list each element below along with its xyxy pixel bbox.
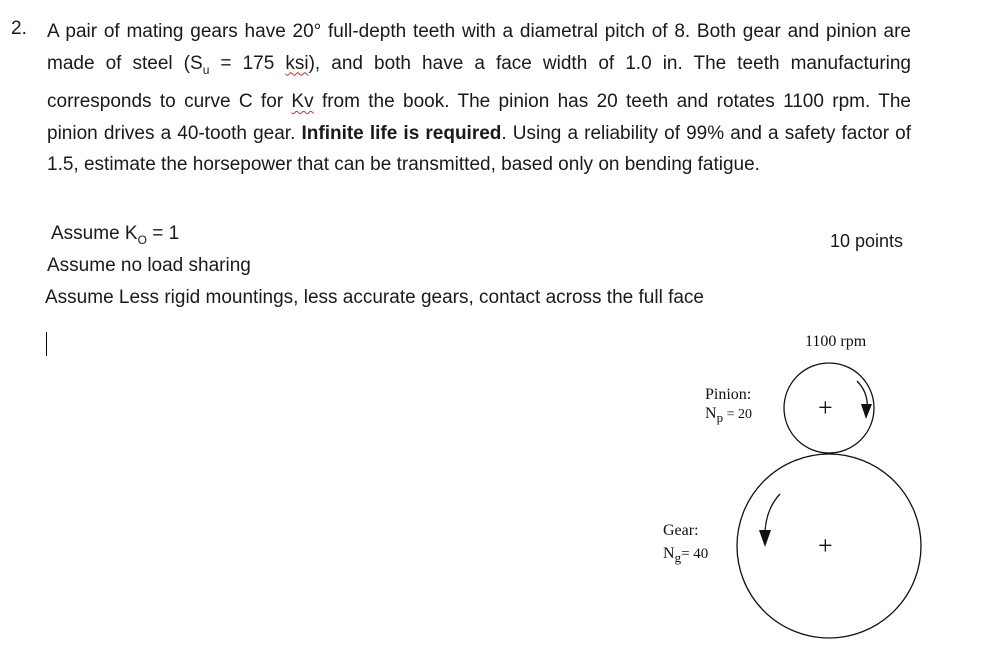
pinion-center-plus-icon: + — [818, 393, 833, 422]
infinite-life-bold: Infinite life is required — [301, 122, 502, 144]
statement-part-1: A pair of mating gears have 20° full-depth teeth with a diametral pitch of 8. Both gear and pinion are made of steel (S — [47, 21, 911, 74]
rpm-label: 1100 rpm — [805, 333, 867, 350]
statement-part-2: = 175 — [209, 52, 286, 74]
problem-number: 2. — [11, 18, 27, 39]
statement-part-4: from the book. The pinion has 20 teeth and rotates 1100 rpm. The pinion drives a 40-tooth gear. — [47, 90, 911, 144]
su-subscript: u — [202, 62, 210, 77]
gear-center-plus-icon: + — [818, 531, 833, 560]
ko-prefix: Assume K — [51, 223, 138, 244]
statement-part-3: ), and both have a face width of 1.0 in. The teeth manufacturing corresponds to curve C for — [47, 52, 911, 112]
ksi-unit: ksi — [285, 52, 309, 74]
pinion-label: Pinion: — [705, 386, 752, 403]
gear-label: Gear: — [663, 522, 699, 539]
points-label: 10 points — [830, 231, 904, 251]
pinion-teeth-label: $N_p = 20$ — [705, 405, 752, 426]
gear-teeth-label: $N_g= 40$ — [663, 545, 709, 566]
statement-part-5: . Using a reliability of 99% and a safety factor of 1.5, estimate the horsepower that can be transmitted, based only on bending fatigue. — [47, 122, 911, 176]
pinion-rotation-arrow-icon — [857, 381, 872, 419]
kv-term: Kv — [291, 90, 314, 112]
ko-subscript: O — [137, 232, 147, 247]
assumption-load-sharing: Assume no load sharing — [47, 255, 251, 276]
gear-rotation-arrow-icon — [759, 494, 780, 547]
ko-suffix: = 1 — [146, 223, 180, 244]
assumption-mountings: Assume Less rigid mountings, less accurate gears, contact across the full face — [45, 287, 704, 308]
